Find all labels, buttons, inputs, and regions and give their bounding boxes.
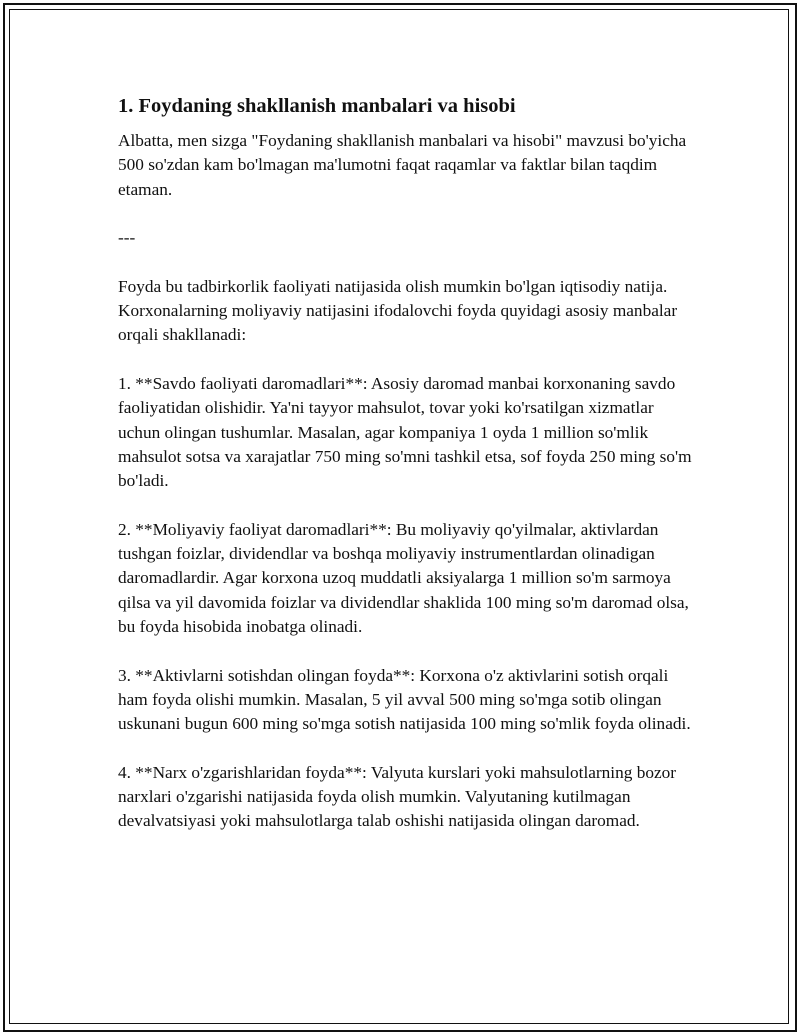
definition-paragraph: Foyda bu tadbirkorlik faoliyati natijasida olish mumkin bo'lgan iqtisodiy natija. Korxonalarning moliyaviy natijasini ifodalovchi foyda quyidagi asosiy manbalar orqali shakllanadi:	[118, 276, 678, 345]
document-body	[118, 92, 698, 858]
document-title: 1. Foydaning shakllanish manbalari va hisobi	[118, 95, 516, 117]
list-item-asset-sales: 3. **Aktivlarni sotishdan olingan foyda**: Korxona o'z aktivlarini sotish orqali ham foyda olishi mumkin. Masalan, 5 yil avval 500 ming so'mga sotib olingan uskunani bugun 600 ming so'mga sotish natijasida 100 ming so'mlik foyda olinadi.	[118, 665, 691, 734]
intro-paragraph: Albatta, men sizga "Foydaning shakllanish manbalari va hisobi" mavzusi bo'yicha 500 so'zdan kam bo'lmagan ma'lumotni faqat raqamlar va faktlar bilan taqdim etaman.	[118, 131, 687, 199]
list-item-trade-income: 1. **Savdo faoliyati daromadlari**: Asosiy daromad manbai korxonaning savdo faoliyatidan olishidir. Ya'ni tayyor mahsulot, tovar yoki ko'rsatilgan xizmatlar uchun olingan tushumlar. Masalan, agar kompaniya 1 oyda 1 million so'mlik mahsulot sotsa va xarajatlar 750 ming so'mni tashkil etsa, sof foyda 250 ming so'm bo'ladi.	[118, 373, 692, 491]
separator-line: ---	[118, 228, 136, 248]
list-item-financial-income: 2. **Moliyaviy faoliyat daromadlari**: Bu moliyaviy qo'yilmalar, aktivlardan tushgan foizlar, dividendlar va boshqa moliyaviy instrumentlardan olinadigan daromadlardir. Agar korxona uzoq muddatli aksiyalarga 1 million so'm sarmoya qilsa va yil davomida foizlar va dividendlar shaklida 100 ming so'm daromad olsa, bu foyda hisobida inobatga olinadi.	[118, 519, 689, 636]
list-item-price-changes: 4. **Narx o'zgarishlaridan foyda**: Valyuta kurslari yoki mahsulotlarning bozor narxlari o'zgarishi natijasida foyda olish mumkin. Valyutaning kutilmagan devalvatsiyasi yoki mahsulotlarga talab oshishi natijasida olingan daromad.	[118, 762, 677, 831]
